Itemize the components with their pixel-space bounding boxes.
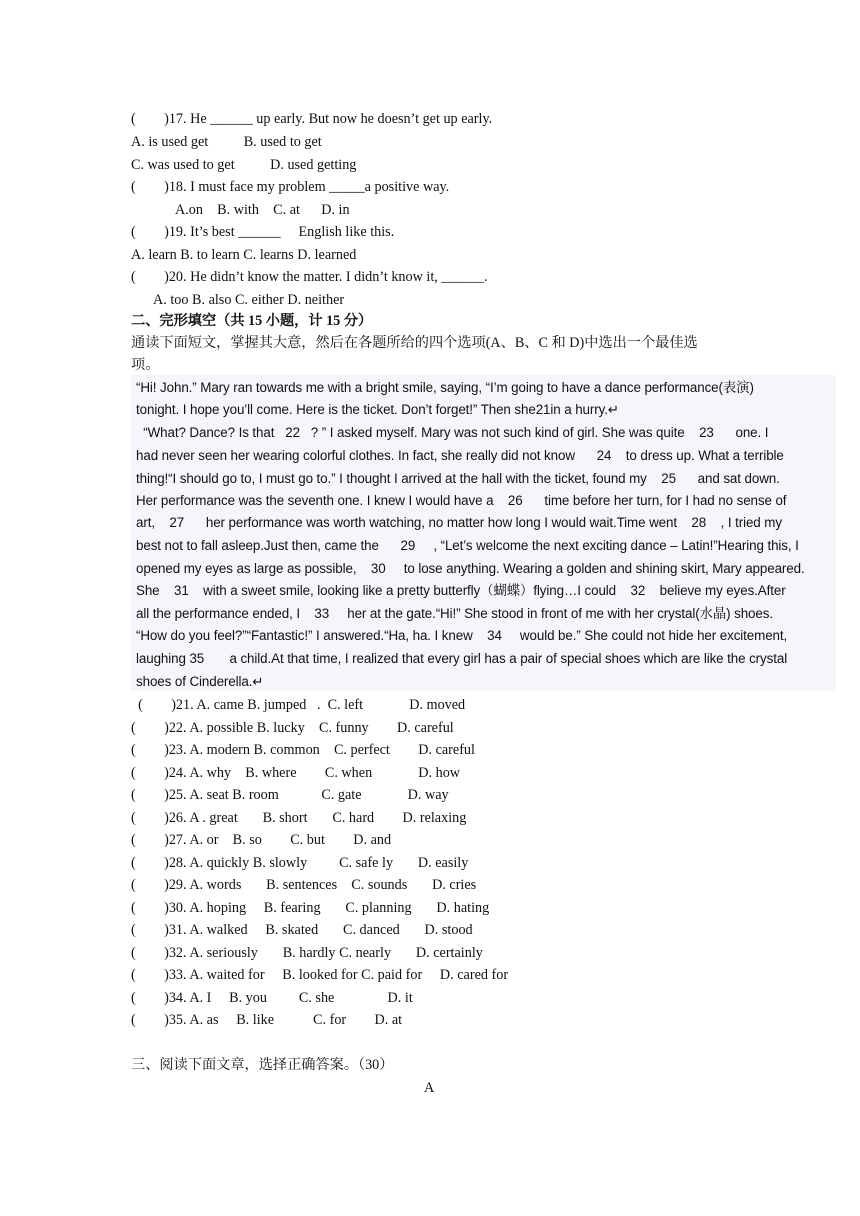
passage-line: “What? Dance? Is that 22 ? ” I asked myself. Mary was not such kind of girl. She was quite 23 one. I xyxy=(136,425,769,440)
section-2-instruction-2: 项。 xyxy=(131,357,160,373)
passage-line: tonight. I hope you’ll come. Here is the ticket. Don’t forget!” Then she21in a hurry.↵ xyxy=(136,402,619,417)
passage-line: shoes of Cinderella.↵ xyxy=(136,674,264,689)
question-20: ( )20. He didn’t know the matter. I didn’t know it, ______. xyxy=(131,269,488,285)
options-17a: A. is used get B. used to get xyxy=(131,134,322,150)
passage-line: had never seen her wearing colorful clothes. In fact, she really did not know 24 to dress up. What a terrible xyxy=(136,448,784,463)
question-28: ( )28. A. quickly B. slowly C. safe ly D. easily xyxy=(131,855,469,871)
passage-line: Her performance was the seventh one. I knew I would have a 26 time before her turn, for I had no sense of xyxy=(136,493,787,508)
options-20: A. too B. also C. either D. neither xyxy=(153,292,345,308)
passage-line: best not to fall asleep.Just then, came the 29 , “Let’s welcome the next exciting dance – Latin!”Hearing this, I xyxy=(136,538,799,553)
question-22: ( )22. A. possible B. lucky C. funny D. careful xyxy=(131,720,454,736)
question-18: ( )18. I must face my problem _____a positive way. xyxy=(131,179,450,195)
options-18: A.on B. with C. at D. in xyxy=(175,202,350,218)
options-19: A. learn B. to learn C. learns D. learned xyxy=(131,247,357,263)
passage-line: “How do you feel?”“Fantastic!” I answered.“Ha, ha. I knew 34 would be.” She could not hide her excitement, xyxy=(136,628,788,643)
passage-line: laughing 35 a child.At that time, I realized that every girl has a pair of special shoes which are like the crystal xyxy=(136,651,788,666)
question-27: ( )27. A. or B. so C. but D. and xyxy=(131,832,392,848)
passage-line: art, 27 her performance was worth watching, no matter how long I would wait.Time went 28 , I tried my xyxy=(136,515,782,530)
question-35: ( )35. A. as B. like C. for D. at xyxy=(131,1012,403,1028)
passage-line: She 31 with a sweet smile, looking like a pretty butterfly（蝴蝶）flying…I could 32 believe my eyes.After xyxy=(136,583,786,598)
passage-line: opened my eyes as large as possible, 30 to lose anything. Wearing a golden and shining skirt, Mary appeared. xyxy=(136,561,805,576)
options-17b: C. was used to get D. used getting xyxy=(131,157,357,173)
section-2-title: 二、完形填空（共 15 小题，计 15 分） xyxy=(131,313,373,329)
question-24: ( )24. A. why B. where C. when D. how xyxy=(131,765,461,781)
question-32: ( )32. A. seriously B. hardly C. nearly D. certainly xyxy=(131,945,483,961)
question-31: ( )31. A. walked B. skated C. danced D. stood xyxy=(131,922,473,938)
question-29: ( )29. A. words B. sentences C. sounds D. cries xyxy=(131,877,477,893)
question-34: ( )34. A. I B. you C. she D. it xyxy=(131,990,413,1006)
question-33: ( )33. A. waited for B. looked for C. paid for D. cared for xyxy=(131,967,509,983)
question-23: ( )23. A. modern B. common C. perfect D. careful xyxy=(131,742,475,758)
question-26: ( )26. A . great B. short C. hard D. relaxing xyxy=(131,810,467,826)
question-17: ( )17. He ______ up early. But now he doesn’t get up early. xyxy=(131,111,493,127)
question-19: ( )19. It’s best ______ English like this. xyxy=(131,224,395,240)
section-2-instruction-1: 通读下面短文，掌握其大意，然后在各题所给的四个选项(A、B、C 和 D)中选出一个最佳选 xyxy=(131,335,698,351)
question-30: ( )30. A. hoping B. fearing C. planning D. hating xyxy=(131,900,490,916)
passage-line: “Hi! John.” Mary ran towards me with a bright smile, saying, “I’m going to have a dance performance(表演) xyxy=(136,380,754,395)
section-3-subheading: A xyxy=(424,1080,435,1096)
question-21: ( )21. A. came B. jumped . C. left D. moved xyxy=(131,697,466,713)
section-3-title: 三、阅读下面文章，选择正确答案。（30） xyxy=(131,1057,394,1073)
passage-line: all the performance ended, I 33 her at the gate.“Hi!” She stood in front of me with her crystal(水晶) shoes. xyxy=(136,606,773,621)
passage-line: thing!“I should go to, I must go to.” I thought I arrived at the hall with the ticket, found my 25 and sat down. xyxy=(136,471,780,486)
question-25: ( )25. A. seat B. room C. gate D. way xyxy=(131,787,449,803)
